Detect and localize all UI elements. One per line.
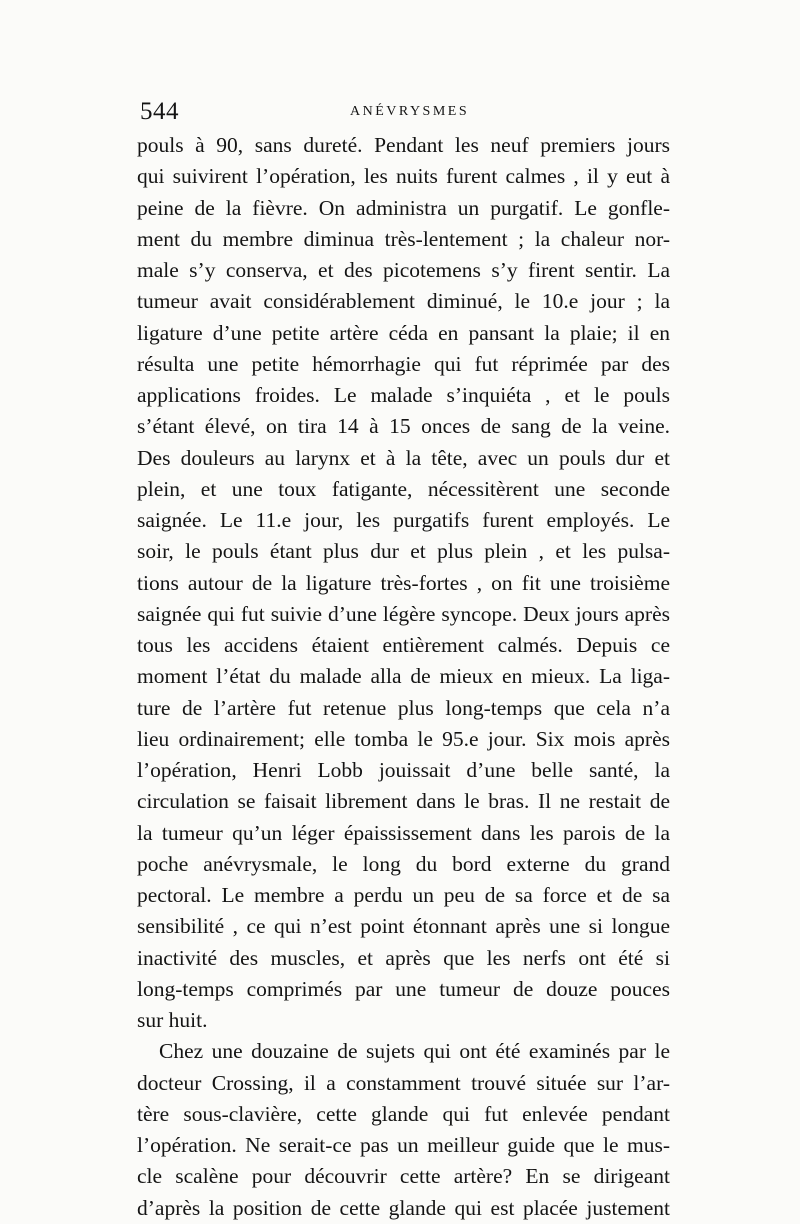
text-line: d’après la position de cette glande qui est placée justement (137, 1195, 670, 1220)
text-line: saignée. Le 11.e jour, les purgatifs furent employés. Le (137, 508, 670, 532)
text-line: tumeur avait considérablement diminué, le 10.e jour ; la (137, 289, 670, 314)
text-line: Chez une douzaine de sujets qui ont été examinés par le (159, 1039, 670, 1064)
text-line: l’opération. Ne serait-ce pas un meilleur guide que le mus- (137, 1133, 670, 1157)
text-line: tous les accidens étaient entièrement calmés. Depuis ce (137, 633, 670, 657)
text-line: tions autour de la ligature très-fortes , on fit une troisième (137, 570, 670, 595)
text-line: l’opération, Henri Lobb jouissait d’une belle santé, la (137, 758, 670, 782)
text-line: poche anévrysmale, le long du bord externe du grand (137, 851, 670, 876)
page-number: 544 (140, 98, 179, 125)
text-line: male s’y conserva, et des picotemens s’y firent sentir. La (137, 258, 670, 282)
text-line: plein, et une toux fatigante, nécessitèrent une seconde (137, 476, 670, 501)
text-line: inactivité des muscles, et après que les nerfs ont été si (137, 945, 670, 970)
text-line: s’étant élevé, on tira 14 à 15 onces de sang de la veine. (137, 414, 670, 439)
running-head (140, 98, 670, 128)
text-line: ture de l’artère fut retenue plus long-temps que cela n’a (137, 695, 670, 720)
text-line: pouls à 90, sans dureté. Pendant les neuf premiers jours (137, 133, 670, 157)
text-line: Des douleurs au larynx et à la tête, avec un pouls dur et (137, 445, 670, 470)
text-line: sur huit. (137, 1008, 208, 1032)
body-text (137, 130, 670, 1224)
text-line: résulta une petite hémorrhagie qui fut réprimée par des (137, 351, 670, 376)
text-line: ligature d’une petite artère céda en pansant la plaie; il en (137, 320, 670, 345)
text-line: la tumeur qu’un léger épaississement dans les parois de la (137, 820, 670, 845)
text-line: moment l’état du malade alla de mieux en mieux. La liga- (137, 664, 670, 689)
text-line: sensibilité , ce qui n’est point étonnant après une si longue (137, 914, 670, 939)
text-line: pectoral. Le membre a perdu un peu de sa force et de sa (137, 883, 670, 907)
text-line: peine de la fièvre. On administra un purgatif. Le gonfle- (137, 195, 670, 220)
text-line: long-temps comprimés par une tumeur de douze pouces (137, 976, 670, 1001)
text-line: circulation se faisait librement dans le bras. Il ne restait de (137, 789, 670, 814)
text-line: tère sous-clavière, cette glande qui fut enlevée pendant (137, 1101, 670, 1126)
text-line: saignée qui fut suivie d’une légère syncope. Deux jours après (137, 601, 670, 626)
text-line: docteur Crossing, il a constamment trouvé située sur l’ar- (137, 1070, 670, 1095)
running-title: ANÉVRYSMES (350, 104, 470, 119)
text-line: lieu ordinairement; elle tomba le 95.e jour. Six mois après (137, 726, 670, 751)
text-line: soir, le pouls étant plus dur et plus plein , et les pulsa- (137, 539, 670, 564)
text-line: cle scalène pour découvrir cette artère? En se dirigeant (137, 1164, 670, 1189)
text-line: applications froides. Le malade s’inquiéta , et le pouls (137, 383, 670, 407)
text-line: ment du membre diminua très-lentement ; la chaleur nor- (137, 226, 670, 251)
text-line: qui suivirent l’opération, les nuits furent calmes , il y eut à (137, 164, 670, 189)
